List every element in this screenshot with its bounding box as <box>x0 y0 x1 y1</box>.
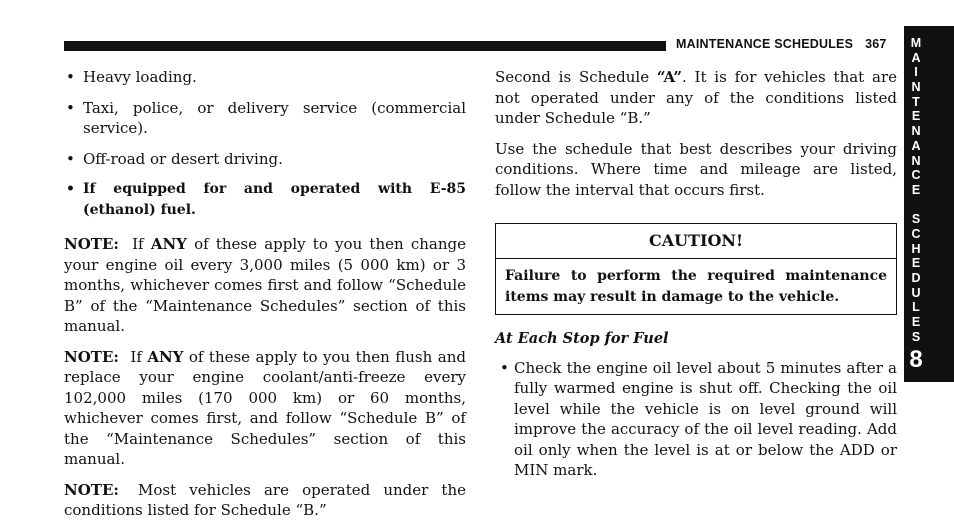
note-3 <box>64 480 466 521</box>
tab-letter: N <box>911 153 921 168</box>
list-item <box>64 98 466 139</box>
note-text: of these apply to you then change your engine oil every 3,000 miles (5 000 km) or 3 months, whichever comes first and follow “Schedule B” of the “Maintenance Schedules” section of this manual. <box>64 235 466 335</box>
condition-list <box>64 67 466 220</box>
tab-letter: E <box>911 182 921 197</box>
list-item-text: If equipped for and operated with E-85 (ethanol) fuel. <box>83 181 466 218</box>
tab-letter: A <box>911 138 921 153</box>
subheading: At Each Stop for Fuel <box>495 330 669 347</box>
list-item <box>64 179 466 220</box>
tab-letter: L <box>912 300 920 315</box>
list-item-text: Off-road or desert driving. <box>83 149 283 168</box>
section-title: MAINTENANCE SCHEDULES <box>676 37 854 51</box>
tab-letter: U <box>911 285 921 300</box>
bullet-marker: • <box>66 181 75 197</box>
schedule-name: “A” <box>656 68 682 86</box>
tab-letter: C <box>911 226 921 241</box>
list-item <box>64 149 466 170</box>
chapter-number: 8 <box>909 346 923 373</box>
tab-letter: T <box>912 94 920 109</box>
note-text: If <box>132 235 144 253</box>
tab-letter: H <box>911 241 921 256</box>
note-emphasis: ANY <box>150 235 187 253</box>
note-label: NOTE: <box>64 480 119 499</box>
schedule-a-paragraph <box>495 67 897 129</box>
page-number: 367 <box>865 37 887 51</box>
tab-letter <box>904 198 928 213</box>
running-head <box>676 37 887 51</box>
paragraph-text: . It is for vehicles that are not operated under any of the conditions listed under Schedule “B.” <box>495 68 898 127</box>
choose-schedule-paragraph: Use the schedule that best describes your driving conditions. Where time and mileage are listed, follow the interval that occurs first. <box>495 139 897 199</box>
tab-letter: E <box>911 256 921 271</box>
note-text: If <box>130 347 142 366</box>
tab-letter: A <box>911 50 921 65</box>
left-column <box>64 67 466 531</box>
tab-letter: N <box>911 80 921 95</box>
caution-body: Failure to perform the required maintenance items may result in damage to the vehicle. <box>505 268 887 305</box>
chapter-tab <box>904 26 954 382</box>
tab-letter: E <box>911 109 921 124</box>
note-text: of these apply to you then flush and replace your engine coolant/anti-freeze every 102,000 miles (170 000 km) or 60 months, whichever comes first, and follow “Schedule B” of the “Maintenance Schedules” section of this manual. <box>64 347 466 468</box>
caution-box <box>495 223 897 315</box>
note-text: Most vehicles are operated under the conditions listed for Schedule “B.” <box>64 480 466 519</box>
bullet-marker: • <box>66 68 75 86</box>
note-1 <box>64 234 466 337</box>
tab-letter: S <box>911 329 921 344</box>
tab-letter: I <box>914 65 918 80</box>
note-label: NOTE: <box>64 235 119 253</box>
tab-letter: C <box>911 168 921 183</box>
tab-letter: S <box>911 212 921 227</box>
chapter-tab-label <box>904 36 928 344</box>
bullet-marker: • <box>66 98 75 117</box>
caution-title: CAUTION! <box>496 224 896 259</box>
fuel-stop-bullet <box>495 358 897 481</box>
bullet-text: Check the engine oil level about 5 minutes after a fully warmed engine is shut off. Checking the oil level while the vehicle is on level ground will improve the accuracy of the oil level reading. Add oil only when the level is at or below the ADD or MIN mark. <box>514 358 897 479</box>
tab-letter: D <box>911 271 921 285</box>
list-item-text: Taxi, police, or delivery service (commercial service). <box>83 98 466 137</box>
bullet-marker: • <box>66 149 75 168</box>
list-item-text: Heavy loading. <box>83 68 197 86</box>
note-2 <box>64 347 466 470</box>
bullet-marker: • <box>500 358 509 377</box>
tab-letter: N <box>911 124 921 139</box>
header-rule <box>64 41 666 51</box>
note-emphasis: ANY <box>147 347 184 366</box>
paragraph-text: Second is Schedule <box>495 68 650 86</box>
list-item <box>64 67 466 88</box>
note-label: NOTE: <box>64 347 119 366</box>
tab-letter: M <box>910 36 922 50</box>
tab-letter: E <box>911 315 921 330</box>
right-column <box>495 67 897 481</box>
